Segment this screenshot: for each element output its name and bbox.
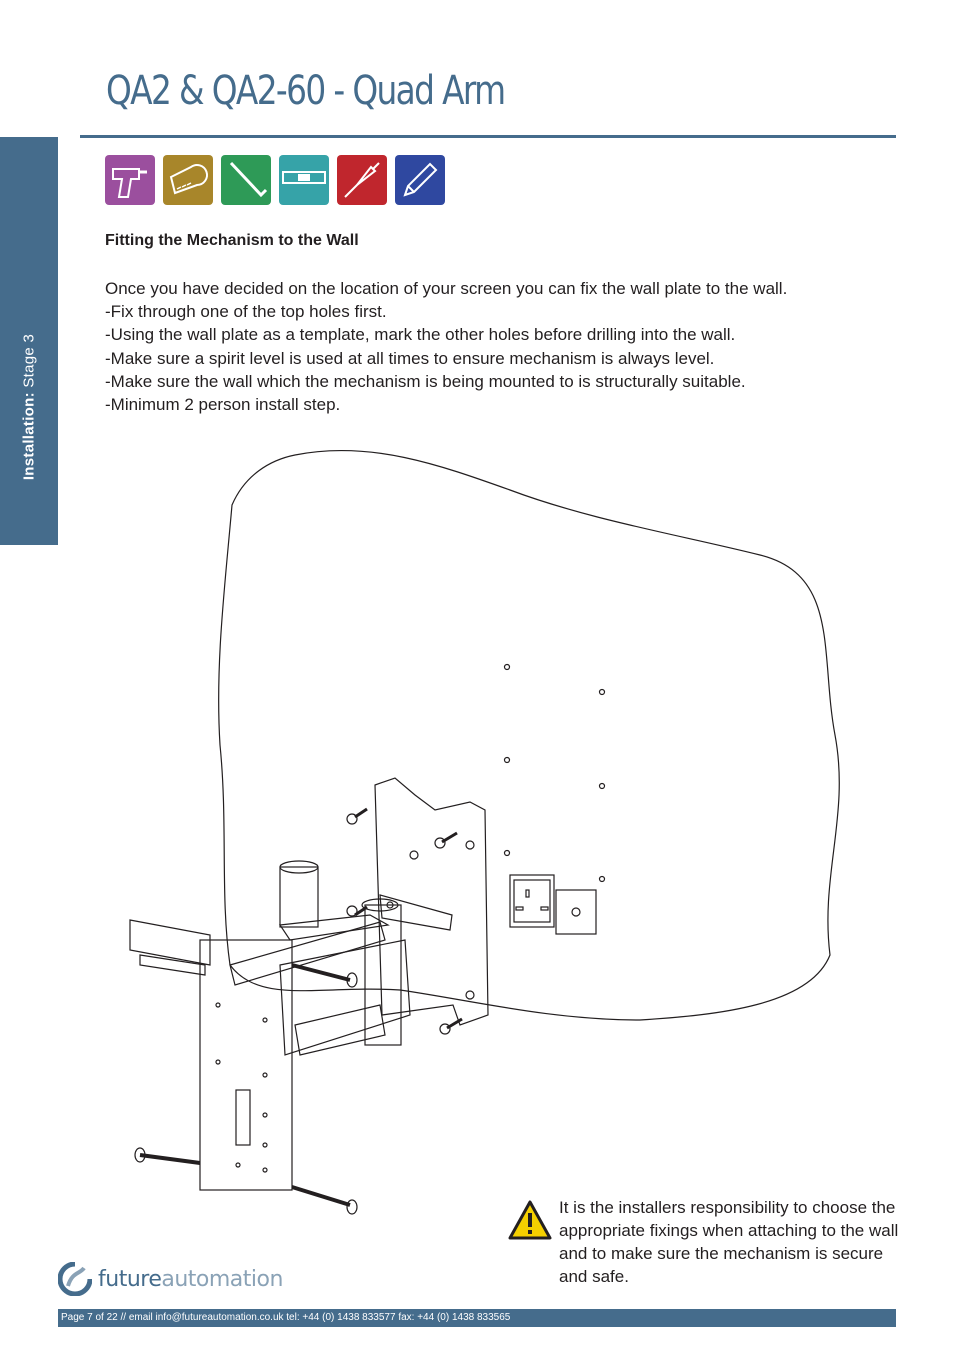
installation-drawing	[120, 445, 870, 1235]
allen-key-icon	[221, 155, 271, 205]
side-tab-label: Installation: Stage 3	[20, 333, 38, 481]
wall-plate	[375, 778, 488, 1025]
spirit-level-icon	[279, 155, 329, 205]
front-bracket	[200, 940, 292, 1190]
instruction-line: -Make sure a spirit level is used at all times to ensure mechanism is always level.	[105, 348, 715, 368]
section-heading: Fitting the Mechanism to the Wall	[105, 232, 359, 249]
screwdriver-icon	[337, 155, 387, 205]
wall-outline	[219, 450, 840, 1020]
warning-text: It is the installers responsibility to choose the appropriate fixings when attaching to the wall and to make sure the mechanism is secure and safe.	[559, 1198, 899, 1286]
wall-socket	[510, 875, 554, 927]
side-tab	[0, 137, 58, 545]
instruction-line: -Fix through one of the top holes first.	[105, 302, 387, 322]
instruction-line: Once you have decided on the location of your screen you can fix the wall plate to the wall.	[105, 279, 788, 298]
page-title: QA2 & QA2-60 - Quad Arm	[106, 68, 505, 114]
warning-triangle-icon	[508, 1200, 552, 1240]
pencil-icon	[395, 155, 445, 205]
title-divider	[80, 135, 896, 138]
future-automation-logo-icon	[58, 1262, 92, 1296]
wall-switch-plate	[556, 890, 596, 934]
tape-measure-icon	[163, 155, 213, 205]
instruction-line: -Minimum 2 person install step.	[105, 395, 341, 415]
company-logo	[58, 1262, 283, 1296]
logo-wordmark: futureautomation	[98, 1266, 283, 1292]
instructions	[105, 277, 905, 416]
drill-icon	[105, 155, 155, 205]
post-upper	[280, 867, 318, 927]
instruction-line: -Using the wall plate as a template, mark the other holes before drilling into the wall.	[105, 325, 736, 345]
tool-icons	[105, 155, 445, 205]
instruction-line: -Make sure the wall which the mechanism is being mounted to is structurally suitable.	[105, 371, 746, 391]
page-footer: Page 7 of 22 // email info@futureautomation.co.uk tel: +44 (0) 1438 833577 fax: +44 (0) 1438 833565	[58, 1309, 896, 1327]
